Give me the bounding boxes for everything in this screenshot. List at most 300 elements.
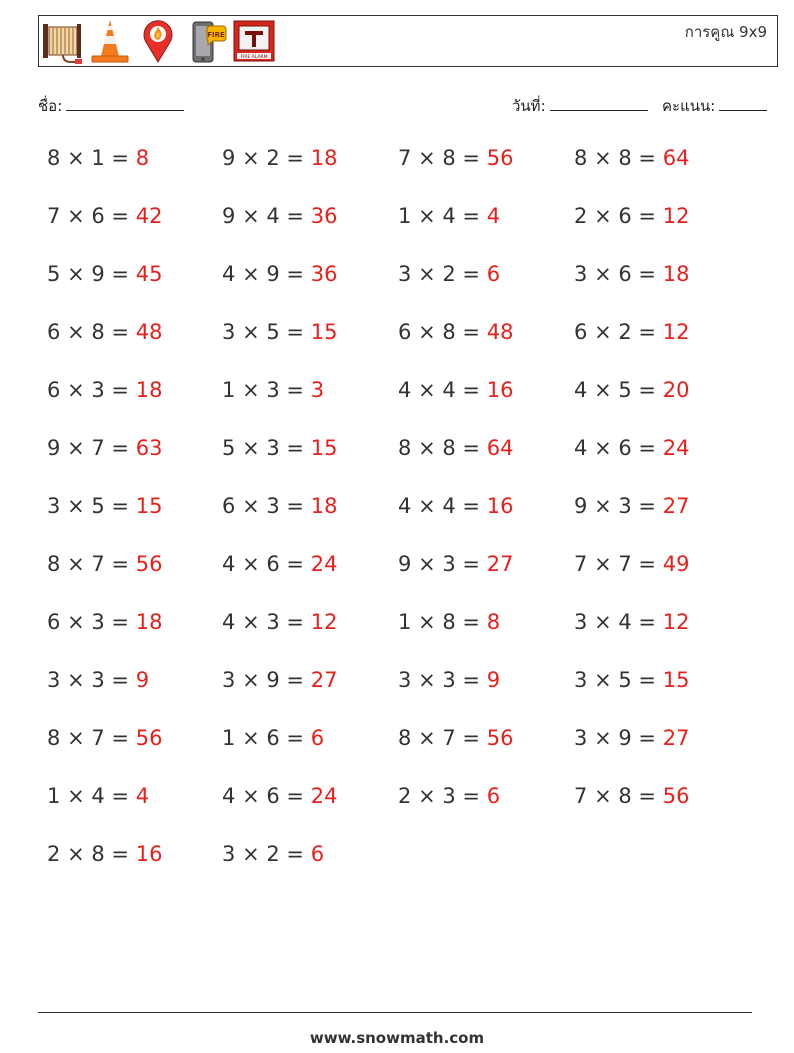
times-sign: × xyxy=(418,436,436,460)
factor-a: 1 xyxy=(222,726,236,750)
problem-item xyxy=(398,784,500,808)
equals-sign: = xyxy=(462,378,481,402)
answer: 24 xyxy=(662,436,690,460)
problem-item xyxy=(47,842,162,866)
problem-item xyxy=(398,494,513,518)
factor-a: 8 xyxy=(47,552,61,576)
times-sign: × xyxy=(418,610,436,634)
answer: 18 xyxy=(135,610,163,634)
times-sign: × xyxy=(242,494,260,518)
factor-a: 5 xyxy=(222,436,236,460)
equals-sign: = xyxy=(638,552,657,576)
answer: 20 xyxy=(662,378,690,402)
answer: 12 xyxy=(662,320,690,344)
times-sign: × xyxy=(242,262,260,286)
factor-a: 6 xyxy=(222,494,236,518)
factor-b: 7 xyxy=(91,726,105,750)
times-sign: × xyxy=(67,610,85,634)
answer: 15 xyxy=(310,320,338,344)
problem-item xyxy=(574,494,689,518)
factor-a: 9 xyxy=(398,552,412,576)
date-blank[interactable] xyxy=(550,94,648,111)
score-label: คะแนน: xyxy=(662,97,716,115)
factor-a: 4 xyxy=(222,262,236,286)
factor-a: 9 xyxy=(222,204,236,228)
equals-sign: = xyxy=(286,668,305,692)
problem-item xyxy=(574,552,689,576)
header-icons xyxy=(41,18,275,64)
factor-b: 6 xyxy=(618,204,632,228)
answer: 49 xyxy=(662,552,690,576)
times-sign: × xyxy=(594,784,612,808)
factor-b: 5 xyxy=(91,494,105,518)
factor-b: 7 xyxy=(91,552,105,576)
factor-a: 7 xyxy=(398,146,412,170)
problem-item xyxy=(398,378,513,402)
factor-b: 8 xyxy=(442,610,456,634)
equals-sign: = xyxy=(638,146,657,170)
factor-b: 5 xyxy=(266,320,280,344)
equals-sign: = xyxy=(111,842,130,866)
factor-a: 6 xyxy=(47,378,61,402)
equals-sign: = xyxy=(462,726,481,750)
factor-b: 2 xyxy=(618,320,632,344)
times-sign: × xyxy=(67,552,85,576)
answer: 56 xyxy=(662,784,690,808)
svg-text:FIRE: FIRE xyxy=(207,31,225,39)
answer: 8 xyxy=(135,146,150,170)
answer: 42 xyxy=(135,204,163,228)
factor-a: 1 xyxy=(398,610,412,634)
factor-b: 8 xyxy=(442,436,456,460)
equals-sign: = xyxy=(638,668,657,692)
problem-item xyxy=(574,668,689,692)
problem-item xyxy=(398,320,513,344)
equals-sign: = xyxy=(111,784,130,808)
factor-b: 6 xyxy=(266,726,280,750)
factor-b: 5 xyxy=(618,668,632,692)
equals-sign: = xyxy=(462,146,481,170)
answer: 27 xyxy=(662,494,690,518)
factor-a: 2 xyxy=(47,842,61,866)
times-sign: × xyxy=(594,668,612,692)
times-sign: × xyxy=(67,726,85,750)
factor-b: 4 xyxy=(442,378,456,402)
equals-sign: = xyxy=(286,552,305,576)
problem-item xyxy=(222,552,337,576)
equals-sign: = xyxy=(462,610,481,634)
factor-a: 8 xyxy=(398,436,412,460)
equals-sign: = xyxy=(462,668,481,692)
name-blank[interactable] xyxy=(66,94,184,111)
times-sign: × xyxy=(594,494,612,518)
name-label: ชื่อ: xyxy=(38,97,63,115)
equals-sign: = xyxy=(462,320,481,344)
equals-sign: = xyxy=(111,320,130,344)
factor-b: 2 xyxy=(442,262,456,286)
problem-item xyxy=(574,610,689,634)
factor-a: 2 xyxy=(398,784,412,808)
times-sign: × xyxy=(418,726,436,750)
answer: 56 xyxy=(486,726,514,750)
answer: 24 xyxy=(310,784,338,808)
times-sign: × xyxy=(594,436,612,460)
factor-b: 7 xyxy=(91,436,105,460)
equals-sign: = xyxy=(286,436,305,460)
equals-sign: = xyxy=(462,262,481,286)
times-sign: × xyxy=(418,320,436,344)
factor-a: 5 xyxy=(47,262,61,286)
answer: 24 xyxy=(310,552,338,576)
problem-item xyxy=(398,436,513,460)
problem-item xyxy=(47,436,162,460)
factor-a: 4 xyxy=(574,378,588,402)
times-sign: × xyxy=(594,320,612,344)
footer-url: www.snowmath.com xyxy=(309,1029,485,1047)
answer: 36 xyxy=(310,262,338,286)
factor-b: 9 xyxy=(91,262,105,286)
times-sign: × xyxy=(242,726,260,750)
factor-b: 6 xyxy=(618,436,632,460)
factor-a: 8 xyxy=(47,726,61,750)
answer: 56 xyxy=(135,552,163,576)
factor-b: 2 xyxy=(266,146,280,170)
equals-sign: = xyxy=(111,204,130,228)
times-sign: × xyxy=(242,436,260,460)
problem-item xyxy=(222,726,324,750)
factor-a: 4 xyxy=(398,494,412,518)
times-sign: × xyxy=(242,204,260,228)
factor-b: 9 xyxy=(618,726,632,750)
equals-sign: = xyxy=(638,320,657,344)
times-sign: × xyxy=(67,320,85,344)
equals-sign: = xyxy=(638,610,657,634)
times-sign: × xyxy=(67,378,85,402)
factor-a: 1 xyxy=(222,378,236,402)
answer: 15 xyxy=(310,436,338,460)
score-blank[interactable] xyxy=(719,94,767,111)
equals-sign: = xyxy=(111,494,130,518)
factor-b: 9 xyxy=(266,668,280,692)
equals-sign: = xyxy=(111,610,130,634)
answer: 48 xyxy=(135,320,163,344)
factor-b: 3 xyxy=(266,378,280,402)
equals-sign: = xyxy=(462,784,481,808)
answer: 36 xyxy=(310,204,338,228)
date-label: วันที่: xyxy=(512,97,546,115)
times-sign: × xyxy=(242,668,260,692)
factor-a: 3 xyxy=(398,262,412,286)
answer: 4 xyxy=(135,784,150,808)
answer: 9 xyxy=(135,668,150,692)
times-sign: × xyxy=(594,262,612,286)
problem-item xyxy=(47,378,162,402)
factor-b: 4 xyxy=(266,204,280,228)
equals-sign: = xyxy=(111,146,130,170)
times-sign: × xyxy=(67,204,85,228)
equals-sign: = xyxy=(638,726,657,750)
problem-item xyxy=(47,262,162,286)
answer: 63 xyxy=(135,436,163,460)
factor-b: 6 xyxy=(91,204,105,228)
factor-a: 7 xyxy=(574,784,588,808)
fire-alarm-box-icon xyxy=(233,18,275,64)
problem-item xyxy=(222,436,337,460)
factor-b: 7 xyxy=(618,552,632,576)
answer: 48 xyxy=(486,320,514,344)
factor-b: 8 xyxy=(91,842,105,866)
factor-a: 1 xyxy=(47,784,61,808)
factor-b: 6 xyxy=(266,784,280,808)
factor-b: 4 xyxy=(442,204,456,228)
factor-b: 8 xyxy=(618,146,632,170)
equals-sign: = xyxy=(286,842,305,866)
answer: 18 xyxy=(662,262,690,286)
factor-a: 3 xyxy=(574,668,588,692)
times-sign: × xyxy=(418,378,436,402)
factor-b: 4 xyxy=(91,784,105,808)
svg-text:FIRE ALARM: FIRE ALARM xyxy=(240,55,268,60)
factor-a: 9 xyxy=(222,146,236,170)
equals-sign: = xyxy=(638,204,657,228)
times-sign: × xyxy=(418,784,436,808)
factor-b: 3 xyxy=(266,494,280,518)
problem-item xyxy=(222,146,337,170)
times-sign: × xyxy=(418,552,436,576)
answer: 56 xyxy=(135,726,163,750)
problem-item xyxy=(574,784,689,808)
times-sign: × xyxy=(594,378,612,402)
times-sign: × xyxy=(67,436,85,460)
answer: 15 xyxy=(662,668,690,692)
worksheet-header xyxy=(38,15,778,67)
times-sign: × xyxy=(242,842,260,866)
factor-b: 3 xyxy=(266,436,280,460)
answer: 18 xyxy=(135,378,163,402)
equals-sign: = xyxy=(111,668,130,692)
times-sign: × xyxy=(242,610,260,634)
factor-a: 3 xyxy=(574,262,588,286)
factor-b: 3 xyxy=(91,668,105,692)
times-sign: × xyxy=(67,262,85,286)
equals-sign: = xyxy=(462,552,481,576)
factor-a: 8 xyxy=(398,726,412,750)
factor-a: 3 xyxy=(398,668,412,692)
equals-sign: = xyxy=(638,436,657,460)
problem-item xyxy=(574,320,689,344)
equals-sign: = xyxy=(462,436,481,460)
factor-b: 3 xyxy=(442,784,456,808)
factor-b: 8 xyxy=(442,146,456,170)
factor-a: 4 xyxy=(222,552,236,576)
score-field[interactable] xyxy=(662,94,767,118)
problem-item xyxy=(398,552,513,576)
phone-fire-alert-icon xyxy=(185,18,227,64)
answer: 6 xyxy=(310,726,325,750)
factor-a: 3 xyxy=(47,494,61,518)
equals-sign: = xyxy=(638,262,657,286)
answer: 12 xyxy=(662,204,690,228)
factor-a: 3 xyxy=(47,668,61,692)
times-sign: × xyxy=(67,784,85,808)
answer: 6 xyxy=(310,842,325,866)
problem-item xyxy=(222,784,337,808)
equals-sign: = xyxy=(286,494,305,518)
problem-item xyxy=(47,784,149,808)
times-sign: × xyxy=(242,146,260,170)
problem-item xyxy=(398,204,500,228)
fire-location-pin-icon xyxy=(137,18,179,64)
times-sign: × xyxy=(242,320,260,344)
problem-item xyxy=(222,262,337,286)
fire-hose-reel-icon xyxy=(41,18,83,64)
answer: 16 xyxy=(486,494,514,518)
equals-sign: = xyxy=(638,494,657,518)
factor-b: 1 xyxy=(91,146,105,170)
problem-item xyxy=(574,436,689,460)
answer: 4 xyxy=(486,204,501,228)
times-sign: × xyxy=(242,784,260,808)
factor-a: 9 xyxy=(574,494,588,518)
factor-a: 4 xyxy=(574,436,588,460)
factor-a: 1 xyxy=(398,204,412,228)
factor-a: 3 xyxy=(574,726,588,750)
problem-item xyxy=(222,842,324,866)
problem-item xyxy=(574,726,689,750)
answer: 64 xyxy=(486,436,514,460)
times-sign: × xyxy=(594,146,612,170)
times-sign: × xyxy=(418,146,436,170)
factor-b: 4 xyxy=(442,494,456,518)
factor-a: 7 xyxy=(574,552,588,576)
answer: 6 xyxy=(486,262,501,286)
problem-item xyxy=(47,146,149,170)
times-sign: × xyxy=(418,204,436,228)
factor-a: 4 xyxy=(398,378,412,402)
factor-b: 6 xyxy=(266,552,280,576)
footer-divider xyxy=(38,1012,752,1013)
date-field[interactable] xyxy=(512,94,648,118)
factor-b: 3 xyxy=(618,494,632,518)
answer: 16 xyxy=(486,378,514,402)
problem-item xyxy=(47,494,162,518)
answer: 56 xyxy=(486,146,514,170)
answer: 9 xyxy=(486,668,501,692)
problem-item xyxy=(222,320,337,344)
factor-b: 3 xyxy=(91,378,105,402)
answer: 18 xyxy=(310,494,338,518)
equals-sign: = xyxy=(286,262,305,286)
factor-a: 7 xyxy=(47,204,61,228)
problem-item xyxy=(222,668,337,692)
equals-sign: = xyxy=(286,204,305,228)
factor-b: 3 xyxy=(442,668,456,692)
problem-item xyxy=(47,726,162,750)
factor-b: 8 xyxy=(442,320,456,344)
equals-sign: = xyxy=(638,378,657,402)
factor-b: 2 xyxy=(266,842,280,866)
problem-item xyxy=(398,262,500,286)
answer: 3 xyxy=(310,378,325,402)
equals-sign: = xyxy=(111,378,130,402)
problem-item xyxy=(47,204,162,228)
factor-b: 9 xyxy=(266,262,280,286)
problem-item xyxy=(222,494,337,518)
answer: 27 xyxy=(662,726,690,750)
problem-item xyxy=(47,320,162,344)
factor-a: 9 xyxy=(47,436,61,460)
problem-item xyxy=(47,552,162,576)
answer: 6 xyxy=(486,784,501,808)
times-sign: × xyxy=(242,378,260,402)
problem-item xyxy=(574,204,689,228)
times-sign: × xyxy=(594,610,612,634)
problem-item xyxy=(398,146,513,170)
equals-sign: = xyxy=(111,262,130,286)
times-sign: × xyxy=(418,668,436,692)
problem-item xyxy=(398,610,500,634)
times-sign: × xyxy=(418,494,436,518)
problem-item xyxy=(574,378,689,402)
factor-b: 7 xyxy=(442,726,456,750)
factor-a: 3 xyxy=(222,668,236,692)
traffic-cone-icon xyxy=(89,18,131,64)
equals-sign: = xyxy=(286,610,305,634)
times-sign: × xyxy=(594,204,612,228)
answer: 18 xyxy=(310,146,338,170)
factor-a: 4 xyxy=(222,610,236,634)
factor-a: 4 xyxy=(222,784,236,808)
times-sign: × xyxy=(67,146,85,170)
factor-b: 3 xyxy=(91,610,105,634)
problem-item xyxy=(47,610,162,634)
times-sign: × xyxy=(418,262,436,286)
problem-item xyxy=(574,146,689,170)
answer: 16 xyxy=(135,842,163,866)
factor-a: 2 xyxy=(574,204,588,228)
times-sign: × xyxy=(67,494,85,518)
answer: 15 xyxy=(135,494,163,518)
factor-a: 8 xyxy=(47,146,61,170)
problem-item xyxy=(574,262,689,286)
factor-a: 3 xyxy=(574,610,588,634)
name-field[interactable] xyxy=(38,94,184,118)
answer: 27 xyxy=(486,552,514,576)
factor-b: 8 xyxy=(618,784,632,808)
equals-sign: = xyxy=(286,726,305,750)
worksheet-title: การคูณ 9x9 xyxy=(684,23,767,41)
equals-sign: = xyxy=(286,146,305,170)
answer: 12 xyxy=(662,610,690,634)
factor-a: 3 xyxy=(222,320,236,344)
problem-item xyxy=(222,610,337,634)
factor-b: 4 xyxy=(618,610,632,634)
problem-item xyxy=(398,668,500,692)
factor-a: 6 xyxy=(47,320,61,344)
times-sign: × xyxy=(67,668,85,692)
times-sign: × xyxy=(67,842,85,866)
factor-b: 6 xyxy=(618,262,632,286)
equals-sign: = xyxy=(111,552,130,576)
times-sign: × xyxy=(594,552,612,576)
equals-sign: = xyxy=(286,784,305,808)
problem-item xyxy=(47,668,149,692)
factor-b: 5 xyxy=(618,378,632,402)
answer: 8 xyxy=(486,610,501,634)
factor-a: 6 xyxy=(398,320,412,344)
factor-b: 3 xyxy=(266,610,280,634)
times-sign: × xyxy=(242,552,260,576)
